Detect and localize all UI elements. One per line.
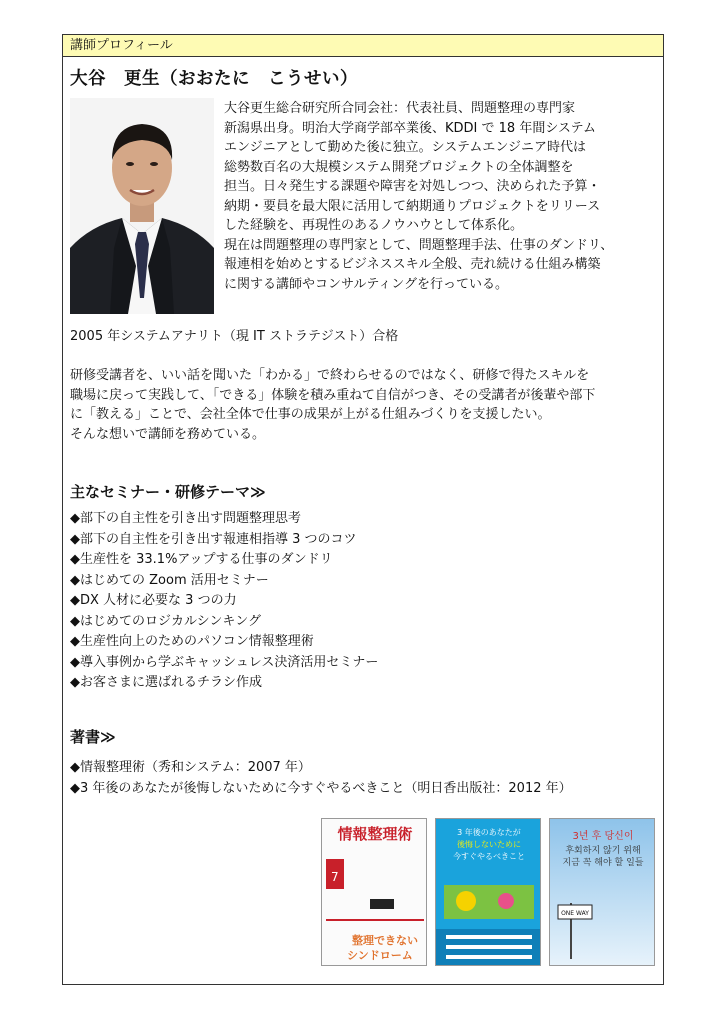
- instructor-photo: [70, 98, 214, 314]
- message-line: 職場に戻って実践して、「できる」体験を積み重ねて自信がつき、その受講者が後輩や部下: [70, 387, 596, 403]
- seminar-item: ◆部下の自主性を引き出す報連相指導 3 つのコツ: [70, 531, 357, 547]
- bio-line: 報連相を始めとするビジネススキル全般、売れ続ける仕組み構築: [224, 257, 601, 272]
- certification-text: 2005 年システムアナリト（現 IT ストラテジスト）合格: [70, 329, 399, 344]
- section-header: 講師プロフィール: [63, 35, 663, 57]
- bio-line: 新潟県出身。明治大学商学部卒業後、KDDI で 18 年間システム: [224, 120, 597, 136]
- svg-text:지금 꼭 해야 할 일들: 지금 꼭 해야 할 일들: [562, 858, 644, 868]
- svg-text:整理できない: 整理できない: [352, 934, 418, 947]
- book-item: ◆3 年後のあなたが後悔しないために今すぐやるべきこと（明日香出版社：2012 年）: [70, 780, 572, 796]
- message-text: [70, 366, 595, 444]
- seminar-item: ◆導入事例から学ぶキャッシュレス決済活用セミナー: [70, 654, 379, 670]
- svg-text:情報整理術: 情報整理術: [337, 825, 413, 843]
- message-line: 研修受講者を、いい話を聞いた「わかる」で終わらせるのではなく、研修で得たスキルを: [70, 368, 590, 383]
- books-heading: 著書≫: [70, 728, 116, 746]
- svg-text:後悔しないために: 後悔しないために: [457, 840, 521, 849]
- bio-line: した経験を、再現性のあるノウハウとして体系化。: [224, 218, 524, 233]
- seminars-heading: 主なセミナー・研修テーマ≫: [70, 483, 266, 501]
- seminar-list: [70, 509, 378, 694]
- svg-text:7: 7: [331, 870, 339, 884]
- bio-line: 現在は問題整理の専門家として、問題整理手法、仕事のダンドリ、: [224, 237, 614, 253]
- svg-text:3 年後のあなたが: 3 年後のあなたが: [457, 828, 521, 837]
- book-item: ◆情報整理術（秀和システム：2007 年）: [70, 760, 311, 775]
- bio-line: エンジニアとして勤めた後に独立。システムエンジニア時代は: [224, 140, 587, 155]
- seminar-item: ◆お客さまに選ばれるチラシ作成: [70, 675, 262, 690]
- svg-text:3년 후 당신이: 3년 후 당신이: [572, 831, 634, 842]
- book-cover-3nengo: [435, 818, 541, 966]
- bio-line: に関する講師やコンサルティングを行っている。: [224, 276, 509, 292]
- message-line: に「教える」ことで、会社全体で仕事の成果が上がる仕組みづくりを支援したい。: [70, 407, 551, 422]
- bio-line: 納期・要員を最大限に活用して納期通りプロジェクトをリリース: [224, 198, 601, 214]
- bio-line: 担当。日々発生する課題や障害を対処しつつ、決められた予算・: [224, 179, 601, 194]
- instructor-name: 大谷 更生（おおたに こうせい）: [70, 69, 358, 89]
- svg-text:ONE WAY: ONE WAY: [561, 910, 589, 917]
- book-list: [70, 758, 572, 799]
- seminar-item: ◆生産性を 33.1%アップする仕事のダンドリ: [70, 552, 333, 567]
- seminar-item: ◆はじめての Zoom 活用セミナー: [70, 572, 269, 588]
- seminar-item: ◆はじめてのロジカルシンキング: [70, 613, 261, 629]
- seminar-item: ◆DX 人材に必要な 3 つの力: [70, 593, 237, 608]
- bio-text: [224, 99, 660, 294]
- book-cover-korean: [549, 818, 655, 966]
- bio-line: 大谷更生総合研究所合同会社：代表社員、問題整理の専門家: [224, 101, 576, 116]
- seminar-item: ◆生産性向上のためのパソコン情報整理術: [70, 634, 314, 649]
- bio-line: 総勢数百名の大規模システム開発プロジェクトの全体調整を: [224, 159, 574, 175]
- message-line: そんな想いで講師を務めている。: [70, 426, 266, 442]
- svg-text:シンドローム: シンドローム: [347, 949, 413, 962]
- profile-sheet: [62, 34, 664, 985]
- svg-text:今すぐやるべきこと: 今すぐやるべきこと: [453, 852, 525, 861]
- seminar-item: ◆部下の自主性を引き出す問題整理思考: [70, 511, 301, 526]
- book-cover-jouhou-seirijutsu: [321, 818, 427, 966]
- svg-text:후회하지 않기 위해: 후회하지 않기 위해: [565, 846, 641, 856]
